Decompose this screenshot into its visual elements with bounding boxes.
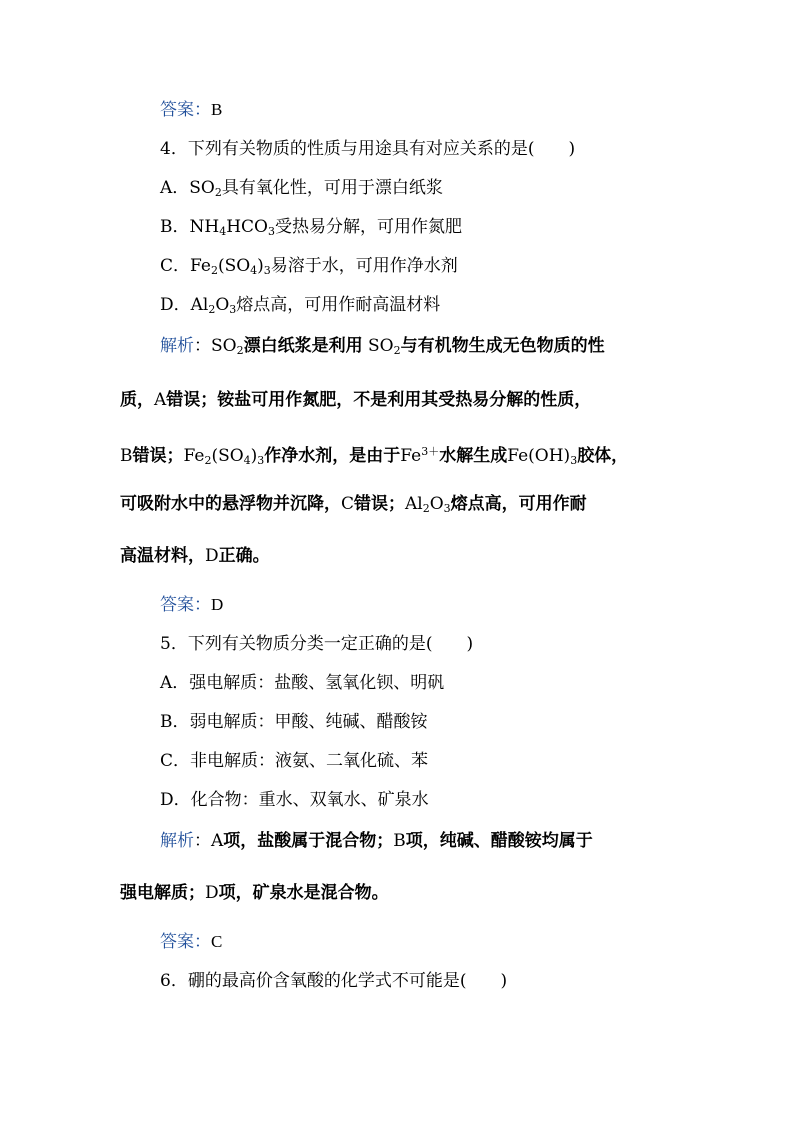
question-4-option-a: A．$SO_2$具有氧化性，可用于漂白纸浆 bbox=[160, 178, 443, 199]
question-4-option-b: B．$NH_4HCO_3$受热易分解，可用作氮肥 bbox=[160, 217, 462, 238]
question-5-option-d: D．化合物：重水、双氧水、矿泉水 bbox=[160, 790, 429, 810]
explanation-4-line-1: 解析：$SO_2$漂白纸浆是利用 $SO_2$与有机物生成无色物质的性 bbox=[160, 336, 605, 357]
explanation-4-line-2: 质，A错误；铵盐可用作氮肥，不是利用其受热易分解的性质， bbox=[120, 390, 592, 410]
explanation-4-line-5: 高温材料，D正确。 bbox=[120, 546, 270, 566]
question-5-option-a: A．强电解质：盐酸、氢氧化钡、明矾 bbox=[160, 673, 445, 693]
explanation-4-line-3: B错误；$Fe_2(SO_4)_3$作净水剂，是由于$Fe^{3+}$水解生成$Fe(OH)_3$胶体， bbox=[120, 445, 629, 467]
explanation-5-line-1: 解析：A项，盐酸属于混合物；B项，纯碱、醋酸铵均属于 bbox=[160, 831, 593, 851]
question-5-option-c: C．非电解质：液氨、二氧化硫、苯 bbox=[160, 751, 429, 771]
explanation-4-line-4: 可吸附水中的悬浮物并沉降，C错误；$Al_2O_3$熔点高，可用作耐 bbox=[120, 494, 587, 515]
answer-q3: 答案：B bbox=[160, 100, 223, 120]
question-4-option-d: D．$Al_2O_3$熔点高，可用作耐高温材料 bbox=[160, 295, 441, 316]
question-4-option-c: C．$Fe_2(SO_4)_3$易溶于水，可用作净水剂 bbox=[160, 256, 458, 277]
question-5-option-b: B．弱电解质：甲酸、纯碱、醋酸铵 bbox=[160, 712, 428, 732]
question-4-stem: 4．下列有关物质的性质与用途具有对应关系的是( ) bbox=[160, 139, 576, 159]
answer-q4: 答案：D bbox=[160, 595, 224, 615]
question-6-stem: 6．硼的最高价含氧酸的化学式不可能是( ) bbox=[160, 971, 508, 991]
explanation-5-line-2: 强电解质；D项，矿泉水是混合物。 bbox=[120, 883, 389, 903]
question-5-stem: 5．下列有关物质分类一定正确的是( ) bbox=[160, 634, 474, 654]
answer-q5: 答案：C bbox=[160, 932, 223, 952]
